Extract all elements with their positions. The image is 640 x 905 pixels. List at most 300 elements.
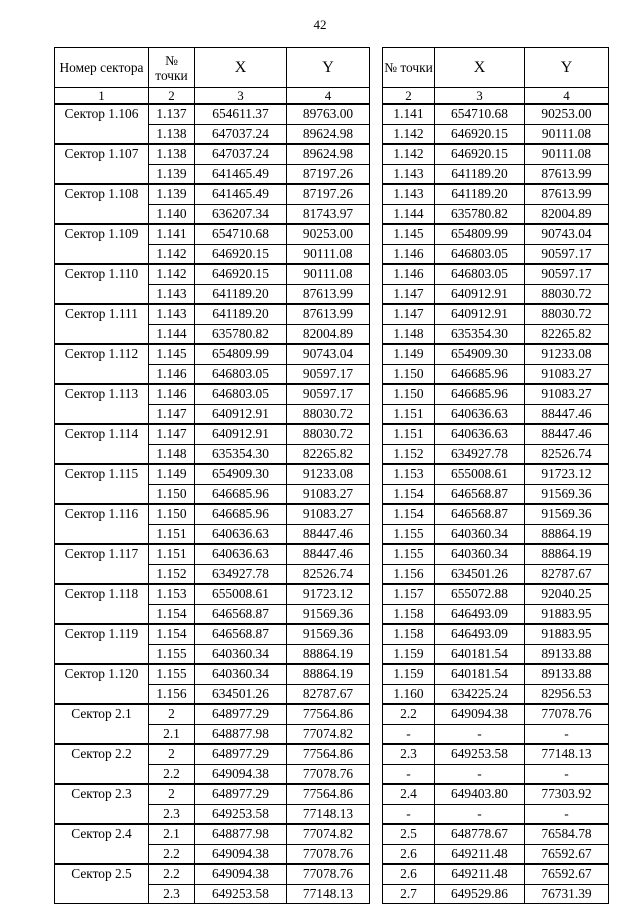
- sector-label: Сектор 1.110: [55, 264, 149, 304]
- point-number: 2.4: [383, 784, 435, 804]
- y-coordinate: 77564.86: [287, 744, 370, 764]
- x-coordinate: 648778.67: [435, 824, 525, 844]
- x-coordinate: 635780.82: [195, 324, 287, 344]
- point-number: 1.151: [383, 404, 435, 424]
- sector-label: Сектор 2.1: [55, 704, 149, 744]
- table-row: [383, 804, 609, 824]
- y-coordinate: -: [525, 804, 609, 824]
- table-row: [55, 504, 370, 524]
- y-coordinate: 88447.46: [525, 404, 609, 424]
- y-coordinate: 77074.82: [287, 724, 370, 744]
- x-coordinate: 649094.38: [195, 764, 287, 784]
- y-coordinate: 91569.36: [525, 504, 609, 524]
- x-coordinate: 646803.05: [435, 244, 525, 264]
- sector-label: Сектор 1.112: [55, 344, 149, 384]
- x-coordinate: 635354.30: [195, 444, 287, 464]
- y-coordinate: 88864.19: [287, 644, 370, 664]
- x-coordinate: 646920.15: [195, 244, 287, 264]
- y-coordinate: 91723.12: [287, 584, 370, 604]
- point-number: 1.155: [149, 644, 195, 664]
- y-coordinate: 88447.46: [287, 524, 370, 544]
- table-row: [383, 684, 609, 704]
- x-coordinate: 646803.05: [435, 264, 525, 284]
- x-coordinate: 648877.98: [195, 724, 287, 744]
- y-coordinate: 88864.19: [287, 664, 370, 684]
- header-y: Y: [287, 48, 370, 88]
- point-number: 1.150: [383, 384, 435, 404]
- point-number: 1.154: [383, 484, 435, 504]
- y-coordinate: 88864.19: [525, 544, 609, 564]
- point-number: 1.146: [383, 264, 435, 284]
- x-coordinate: 641189.20: [195, 304, 287, 324]
- table-row: [383, 344, 609, 364]
- y-coordinate: 77564.86: [287, 784, 370, 804]
- table-row: [383, 844, 609, 864]
- point-number: 1.142: [383, 124, 435, 144]
- point-number: 1.158: [383, 604, 435, 624]
- y-coordinate: 82265.82: [525, 324, 609, 344]
- x-coordinate: 640360.34: [435, 544, 525, 564]
- table-row: [383, 384, 609, 404]
- point-number: 1.139: [149, 164, 195, 184]
- point-number: 1.158: [383, 624, 435, 644]
- x-coordinate: 634501.26: [435, 564, 525, 584]
- table-row: [383, 824, 609, 844]
- x-coordinate: 654710.68: [195, 224, 287, 244]
- point-number: 1.146: [383, 244, 435, 264]
- x-coordinate: 649211.48: [435, 864, 525, 884]
- point-number: 2.2: [149, 844, 195, 864]
- column-number: 2: [149, 88, 195, 105]
- table-row: [383, 564, 609, 584]
- y-coordinate: 77564.86: [287, 704, 370, 724]
- column-number: 4: [287, 88, 370, 105]
- table-row: [383, 644, 609, 664]
- point-number: 1.156: [149, 684, 195, 704]
- table-row: [383, 284, 609, 304]
- header-x: X: [195, 48, 287, 88]
- y-coordinate: 90111.08: [287, 244, 370, 264]
- point-number: 1.155: [149, 664, 195, 684]
- point-number: 2.2: [149, 864, 195, 884]
- point-number: 1.147: [383, 304, 435, 324]
- point-number: 1.142: [149, 264, 195, 284]
- y-coordinate: 91883.95: [525, 604, 609, 624]
- x-coordinate: 640912.91: [195, 404, 287, 424]
- y-coordinate: 82526.74: [525, 444, 609, 464]
- x-coordinate: 649094.38: [195, 844, 287, 864]
- point-number: 1.144: [383, 204, 435, 224]
- y-coordinate: 77078.76: [287, 844, 370, 864]
- sector-label: Сектор 1.118: [55, 584, 149, 624]
- x-coordinate: 646568.87: [435, 504, 525, 524]
- point-number: 2.3: [149, 804, 195, 824]
- table-row: [55, 824, 370, 844]
- x-coordinate: 634927.78: [435, 444, 525, 464]
- y-coordinate: 90597.17: [287, 384, 370, 404]
- x-coordinate: 647037.24: [195, 144, 287, 164]
- point-number: 1.144: [149, 324, 195, 344]
- sector-label: Сектор 2.5: [55, 864, 149, 904]
- y-coordinate: 82956.53: [525, 684, 609, 704]
- table-row: [55, 464, 370, 484]
- x-coordinate: 646493.09: [435, 604, 525, 624]
- x-coordinate: 635780.82: [435, 204, 525, 224]
- x-coordinate: 634225.24: [435, 684, 525, 704]
- y-coordinate: 87197.26: [287, 164, 370, 184]
- table-row: [383, 724, 609, 744]
- x-coordinate: 640912.91: [435, 304, 525, 324]
- table-row: [55, 144, 370, 164]
- y-coordinate: 82004.89: [287, 324, 370, 344]
- y-coordinate: 88030.72: [525, 304, 609, 324]
- y-coordinate: 76731.39: [525, 884, 609, 904]
- table-row: [55, 744, 370, 764]
- table-row: [383, 364, 609, 384]
- y-coordinate: 76592.67: [525, 844, 609, 864]
- x-coordinate: 648977.29: [195, 704, 287, 724]
- x-coordinate: 646685.96: [435, 364, 525, 384]
- point-number: 1.143: [383, 184, 435, 204]
- page-number: 42: [313, 17, 327, 32]
- point-number: 1.141: [149, 224, 195, 244]
- table-row: [55, 544, 370, 564]
- x-coordinate: 646920.15: [435, 144, 525, 164]
- x-coordinate: 647037.24: [195, 124, 287, 144]
- table-row: [55, 184, 370, 204]
- y-coordinate: 88030.72: [287, 404, 370, 424]
- table-row: [383, 484, 609, 504]
- point-number: 1.143: [383, 164, 435, 184]
- point-number: 1.148: [383, 324, 435, 344]
- table-row: [383, 524, 609, 544]
- point-number: 1.143: [149, 284, 195, 304]
- column-number: 1: [55, 88, 149, 105]
- header-sector-number: Номер сектора: [55, 48, 149, 88]
- point-number: 1.151: [149, 544, 195, 564]
- column-number: 3: [435, 88, 525, 105]
- x-coordinate: 646685.96: [435, 384, 525, 404]
- y-coordinate: 91083.27: [525, 384, 609, 404]
- table-row: [55, 104, 370, 124]
- table-row: [383, 304, 609, 324]
- table-row: [383, 884, 609, 904]
- point-number: 2.6: [383, 864, 435, 884]
- sector-label: Сектор 1.120: [55, 664, 149, 704]
- y-coordinate: 90597.17: [525, 264, 609, 284]
- table-row: [383, 424, 609, 444]
- y-coordinate: 77078.76: [525, 704, 609, 724]
- point-number: 2.2: [383, 704, 435, 724]
- sector-label: Сектор 1.119: [55, 624, 149, 664]
- x-coordinate: 646568.87: [195, 604, 287, 624]
- y-coordinate: 82526.74: [287, 564, 370, 584]
- table-row: [383, 744, 609, 764]
- sector-label: Сектор 2.4: [55, 824, 149, 864]
- y-coordinate: 91569.36: [287, 604, 370, 624]
- table-row: [55, 584, 370, 604]
- point-number: 2.1: [149, 724, 195, 744]
- table-row: [55, 704, 370, 724]
- y-coordinate: 89624.98: [287, 124, 370, 144]
- point-number: 1.142: [383, 144, 435, 164]
- x-coordinate: 654909.30: [195, 464, 287, 484]
- y-coordinate: 76592.67: [525, 864, 609, 884]
- y-coordinate: 90597.17: [287, 364, 370, 384]
- table-row: [383, 244, 609, 264]
- y-coordinate: 77078.76: [287, 764, 370, 784]
- point-number: 1.138: [149, 124, 195, 144]
- point-number: 1.153: [383, 464, 435, 484]
- x-coordinate: 655008.61: [195, 584, 287, 604]
- table-row: [383, 784, 609, 804]
- x-coordinate: 634927.78: [195, 564, 287, 584]
- x-coordinate: 640360.34: [195, 644, 287, 664]
- table-row: [383, 544, 609, 564]
- y-coordinate: 90253.00: [287, 224, 370, 244]
- point-number: 2.1: [149, 824, 195, 844]
- point-number: 1.150: [149, 484, 195, 504]
- x-coordinate: 654809.99: [435, 224, 525, 244]
- point-number: 1.151: [149, 524, 195, 544]
- x-coordinate: 641189.20: [435, 164, 525, 184]
- x-coordinate: 641465.49: [195, 184, 287, 204]
- x-coordinate: 635354.30: [435, 324, 525, 344]
- y-coordinate: 90743.04: [525, 224, 609, 244]
- header-point-number: № точки: [149, 48, 195, 88]
- y-coordinate: 87613.99: [287, 284, 370, 304]
- x-coordinate: 649253.58: [195, 884, 287, 904]
- point-number: 1.157: [383, 584, 435, 604]
- y-coordinate: 76584.78: [525, 824, 609, 844]
- point-number: 1.160: [383, 684, 435, 704]
- table-row: [383, 144, 609, 164]
- sector-label: Сектор 1.114: [55, 424, 149, 464]
- y-coordinate: 92040.25: [525, 584, 609, 604]
- y-coordinate: 91083.27: [287, 504, 370, 524]
- table-row: [383, 444, 609, 464]
- point-number: 1.147: [383, 284, 435, 304]
- table-row: [55, 224, 370, 244]
- table-row: [383, 104, 609, 124]
- point-number: 1.159: [383, 664, 435, 684]
- point-number: 1.140: [149, 204, 195, 224]
- point-number: -: [383, 804, 435, 824]
- table-row: [383, 204, 609, 224]
- table-row: [55, 344, 370, 364]
- point-number: 1.154: [149, 604, 195, 624]
- sector-label: Сектор 1.116: [55, 504, 149, 544]
- x-coordinate: 640636.63: [435, 424, 525, 444]
- x-coordinate: 646803.05: [195, 384, 287, 404]
- x-coordinate: 655008.61: [435, 464, 525, 484]
- y-coordinate: 91883.95: [525, 624, 609, 644]
- table-row: [55, 264, 370, 284]
- point-number: 1.155: [383, 524, 435, 544]
- point-number: 1.143: [149, 304, 195, 324]
- x-coordinate: 654909.30: [435, 344, 525, 364]
- y-coordinate: 77303.92: [525, 784, 609, 804]
- left-coordinates-table: [54, 47, 370, 904]
- sector-label: Сектор 1.117: [55, 544, 149, 584]
- x-coordinate: 634501.26: [195, 684, 287, 704]
- y-coordinate: -: [525, 724, 609, 744]
- y-coordinate: 90253.00: [525, 104, 609, 124]
- point-number: 1.152: [149, 564, 195, 584]
- x-coordinate: 649094.38: [195, 864, 287, 884]
- table-row: [383, 864, 609, 884]
- y-coordinate: 82787.67: [525, 564, 609, 584]
- table-row: [55, 624, 370, 644]
- table-row: [55, 864, 370, 884]
- y-coordinate: 77148.13: [287, 884, 370, 904]
- point-number: 2.5: [383, 824, 435, 844]
- point-number: 1.155: [383, 544, 435, 564]
- y-coordinate: 91233.08: [287, 464, 370, 484]
- y-coordinate: 87613.99: [287, 304, 370, 324]
- y-coordinate: 88447.46: [287, 544, 370, 564]
- point-number: 1.145: [149, 344, 195, 364]
- y-coordinate: 87613.99: [525, 164, 609, 184]
- y-coordinate: 82787.67: [287, 684, 370, 704]
- point-number: 2: [149, 744, 195, 764]
- point-number: 1.154: [149, 624, 195, 644]
- point-number: 1.147: [149, 424, 195, 444]
- table-row: [383, 404, 609, 424]
- y-coordinate: 90111.08: [525, 144, 609, 164]
- table-row: [383, 504, 609, 524]
- point-number: 1.139: [149, 184, 195, 204]
- x-coordinate: 646920.15: [435, 124, 525, 144]
- y-coordinate: 91233.08: [525, 344, 609, 364]
- x-coordinate: 654710.68: [435, 104, 525, 124]
- table-row: [55, 384, 370, 404]
- column-number: 3: [195, 88, 287, 105]
- point-number: 1.146: [149, 364, 195, 384]
- right-table-body: [383, 104, 609, 904]
- x-coordinate: 640636.63: [435, 404, 525, 424]
- point-number: 1.156: [383, 564, 435, 584]
- point-number: 1.147: [149, 404, 195, 424]
- point-number: 2.3: [149, 884, 195, 904]
- point-number: 1.148: [149, 444, 195, 464]
- x-coordinate: 648977.29: [195, 784, 287, 804]
- table-row: [383, 624, 609, 644]
- point-number: 2.2: [149, 764, 195, 784]
- y-coordinate: 90111.08: [525, 124, 609, 144]
- point-number: 1.149: [383, 344, 435, 364]
- point-number: 1.145: [383, 224, 435, 244]
- x-coordinate: 640360.34: [195, 664, 287, 684]
- sector-label: Сектор 1.108: [55, 184, 149, 224]
- sector-label: Сектор 1.113: [55, 384, 149, 424]
- x-coordinate: 654809.99: [195, 344, 287, 364]
- y-coordinate: -: [525, 764, 609, 784]
- table-row: [383, 224, 609, 244]
- x-coordinate: 641189.20: [435, 184, 525, 204]
- x-coordinate: 640636.63: [195, 544, 287, 564]
- sector-label: Сектор 1.109: [55, 224, 149, 264]
- table-row: [383, 664, 609, 684]
- y-coordinate: 89133.88: [525, 644, 609, 664]
- point-number: 1.142: [149, 244, 195, 264]
- x-coordinate: 646920.15: [195, 264, 287, 284]
- point-number: 1.146: [149, 384, 195, 404]
- table-row: [55, 784, 370, 804]
- x-coordinate: 640912.91: [195, 424, 287, 444]
- x-coordinate: 654611.37: [195, 104, 287, 124]
- point-number: 2.7: [383, 884, 435, 904]
- point-number: 1.152: [383, 444, 435, 464]
- header-y: Y: [525, 48, 609, 88]
- x-coordinate: 649253.58: [435, 744, 525, 764]
- table-row: [383, 264, 609, 284]
- sector-label: Сектор 2.3: [55, 784, 149, 824]
- header-x: X: [435, 48, 525, 88]
- point-number: 2.6: [383, 844, 435, 864]
- y-coordinate: 89624.98: [287, 144, 370, 164]
- table-row: [55, 664, 370, 684]
- x-coordinate: 648877.98: [195, 824, 287, 844]
- y-coordinate: 90743.04: [287, 344, 370, 364]
- x-coordinate: 641189.20: [195, 284, 287, 304]
- column-number: 4: [525, 88, 609, 105]
- table-row: [383, 704, 609, 724]
- sector-label: Сектор 2.2: [55, 744, 149, 784]
- point-number: 1.151: [383, 424, 435, 444]
- column-number: 2: [383, 88, 435, 105]
- y-coordinate: 90111.08: [287, 264, 370, 284]
- y-coordinate: 89763.00: [287, 104, 370, 124]
- y-coordinate: 77148.13: [287, 804, 370, 824]
- x-coordinate: 640181.54: [435, 644, 525, 664]
- y-coordinate: 87197.26: [287, 184, 370, 204]
- y-coordinate: 88447.46: [525, 424, 609, 444]
- point-number: 1.137: [149, 104, 195, 124]
- header-point-number: № точки: [383, 48, 435, 88]
- left-table-body: [55, 104, 370, 904]
- sector-label: Сектор 1.106: [55, 104, 149, 144]
- table-row: [55, 424, 370, 444]
- x-coordinate: 649253.58: [195, 804, 287, 824]
- x-coordinate: 648977.29: [195, 744, 287, 764]
- x-coordinate: 649403.80: [435, 784, 525, 804]
- point-number: 1.153: [149, 584, 195, 604]
- y-coordinate: 87613.99: [525, 184, 609, 204]
- x-coordinate: 646685.96: [195, 504, 287, 524]
- table-row: [383, 184, 609, 204]
- x-coordinate: 646685.96: [195, 484, 287, 504]
- x-coordinate: 636207.34: [195, 204, 287, 224]
- y-coordinate: 91569.36: [525, 484, 609, 504]
- y-coordinate: 90597.17: [525, 244, 609, 264]
- x-coordinate: 640636.63: [195, 524, 287, 544]
- point-number: 1.154: [383, 504, 435, 524]
- table-row: [383, 764, 609, 784]
- table-row: [383, 604, 609, 624]
- x-coordinate: 649529.86: [435, 884, 525, 904]
- y-coordinate: 77074.82: [287, 824, 370, 844]
- x-coordinate: 640360.34: [435, 524, 525, 544]
- y-coordinate: 91569.36: [287, 624, 370, 644]
- table-row: [383, 464, 609, 484]
- point-number: 2: [149, 784, 195, 804]
- sector-label: Сектор 1.107: [55, 144, 149, 184]
- x-coordinate: 640181.54: [435, 664, 525, 684]
- x-coordinate: 646568.87: [435, 484, 525, 504]
- point-number: 1.150: [149, 504, 195, 524]
- x-coordinate: 646568.87: [195, 624, 287, 644]
